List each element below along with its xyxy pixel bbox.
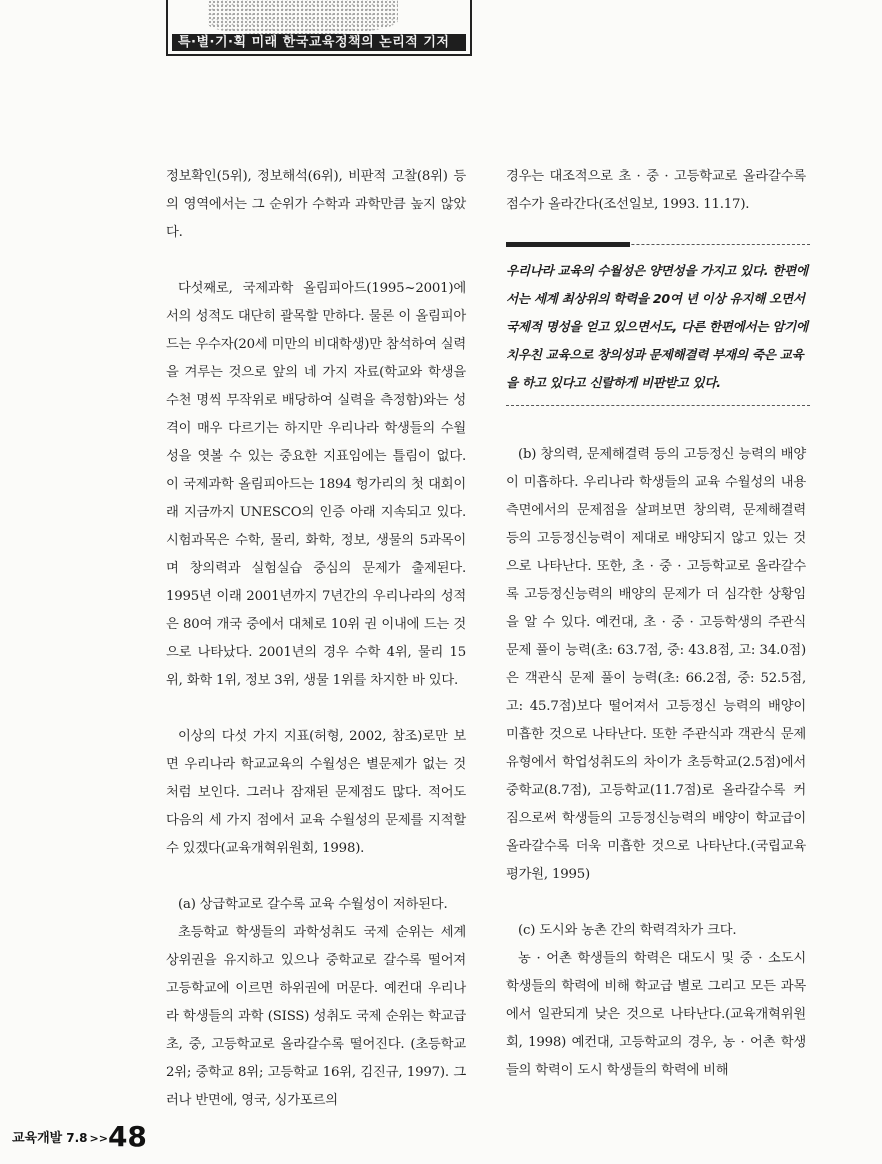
right-paragraph-1: 경우는 대조적으로 초 · 중 · 고등학교로 올라갈수록 점수가 올라간다(조선일보, 1993. 11.17). [506,169,806,212]
left-paragraph-2: 다섯째로, 국제과학 올림피아드(1995~2001)에서의 성적도 대단히 괄목할 만하다. 물론 이 올림피아드는 우수자(20세 미만의 비대학생)만 참석하여 실력을 겨루는 것으로 앞의 네 가지 자료(학교와 학생을 수천 명씩 무작위로 배당하여 실력을 측정함)와는 성격이 매우 다르기는 하지만 우리나라 학생들의 수월성을 엿볼 수 있는 중요한 지표임에는 틀림이 없다. 이 국제과학 올림피아드는 1894 헝가리의 첫 대회이래 지금까지 UNESCO의 인증 아래 지속되고 있다. 시험과목은 수학, 물리, 화학, 정보, 생물의 5과목이며 창의력과 실험실습 중심의 문제가 출제된다. 1995년 이래 2001년까지 7년간의 우리나라의 성적은 80여 개국 중에서 대체로 10위 권 이내에 드는 것으로 나타났다. 2001년의 경우 수학 4위, 물리 15위, 화학 1위, 정보 3위, 생물 1위를 차지한 바 있다. [166,281,466,688]
page-footer [12,1120,147,1153]
banner-halftone-decoration [208,0,398,34]
footer-magazine-name: 교육개발 [12,1131,63,1146]
right-section-c-heading: (c) 도시와 농촌 간의 학력격차가 크다. [518,923,737,938]
pull-quote-top-rule [506,244,810,253]
left-paragraph-1: 정보확인(5위), 정보해석(6위), 비판적 고찰(8위) 등의 영역에서는 그 순위가 수학과 과학만큼 높지 않았다. [166,169,466,240]
pull-quote-text: 우리나라 교육의 수월성은 양면성을 가지고 있다. 한편에서는 세계 최상위의 학력을 20여 년 이상 유지해 오면서 국제적 명성을 얻고 있으면서도, 다른 한편에서는 암기에 치우친 교육으로 창의성과 문제해결력 부재의 죽은 교육을 하고 있다고 신랄하게 비판받고 있다. [506,263,808,390]
footer-arrow: >> [89,1132,108,1145]
pull-quote-bottom-rule [506,405,810,406]
right-section-b: (b) 창의력, 문제해결력 등의 고등정신 능력의 배양이 미흡하다. 우리나라 학생들의 교육 수월성의 내용 측면에서의 문제점을 살펴보면 창의력, 문제해결력 등의 고등정신능력이 제대로 배양되지 않고 있는 것으로 나타난다. 또한, 초 · 중 · 고등학교로 올라갈수록 고등정신능력의 배양의 문제가 더 심각한 상황임을 알 수 있다. 예컨대, 초 · 중 · 고등학생의 주관식 문제 풀이 능력(초: 63.7점, 중: 43.8점, 고: 34.0점)은 객관식 문제 풀이 능력(초: 66.2점, 중: 52.5점, 고: 45.7점)보다 떨어져서 고등정신 능력의 배양이 미흡한 것으로 나타난다. 또한 주관식과 객관식 문제 유형에서 학업성취도의 차이가 초등학교(2.5점)에서 중학교(8.7점), 고등학교(11.7점)로 올라갈수록 커짐으로써 학생들의 고등정신능력의 배양이 학교급이 올라갈수록 더욱 미흡한 것으로 나타난다.(국립교육평가원, 1995) [506,447,806,882]
page-number: 48 [107,1120,147,1153]
header-banner [166,0,472,56]
right-section-c-body: 농 · 어촌 학생들의 학력은 대도시 및 중 · 소도시 학생들의 학력에 비해 학교급 별로 그리고 모든 과목에서 일관되게 낮은 것으로 나타난다.(교육개혁위원회, 1998) 예컨대, 고등학교의 경우, 농 · 어촌 학생들의 학력이 도시 학생들의 학력에 비해 [506,951,806,1078]
pull-quote-box [506,240,810,406]
footer-issue: 7.8 [66,1131,88,1145]
right-column-top [506,163,806,219]
banner-title: 특·별·기·획 미래 한국교육정책의 논리적 기저 [172,34,466,51]
right-column-bottom [506,441,806,1085]
left-section-a-heading: (a) 상급학교로 갈수록 교육 수월성이 저하된다. [178,897,448,912]
left-section-a-body: 초등학교 학생들의 과학성취도 국제 순위는 세계 상위권을 유지하고 있으나 중학교로 갈수록 떨어져 고등학교에 이르면 하위권에 머문다. 예컨대 우리나라 학생들의 과학 (SISS) 성취도 국제 순위는 학교급 초, 중, 고등학교로 올라갈수록 떨어진다. (초등학교 2위; 중학교 8위; 고등학교 16위, 김진규, 1997). 그러나 반면에, 영국, 싱가포르의 [166,925,466,1108]
left-paragraph-3: 이상의 다섯 가지 지표(허형, 2002, 참조)로만 보면 우리나라 학교교육의 수월성은 별문제가 없는 것처럼 보인다. 그러나 잠재된 문제점도 많다. 적어도 다음의 세 가지 점에서 교육 수월성의 문제를 지적할 수 있겠다(교육개혁위원회, 1998). [166,729,466,856]
left-column [166,163,466,1115]
